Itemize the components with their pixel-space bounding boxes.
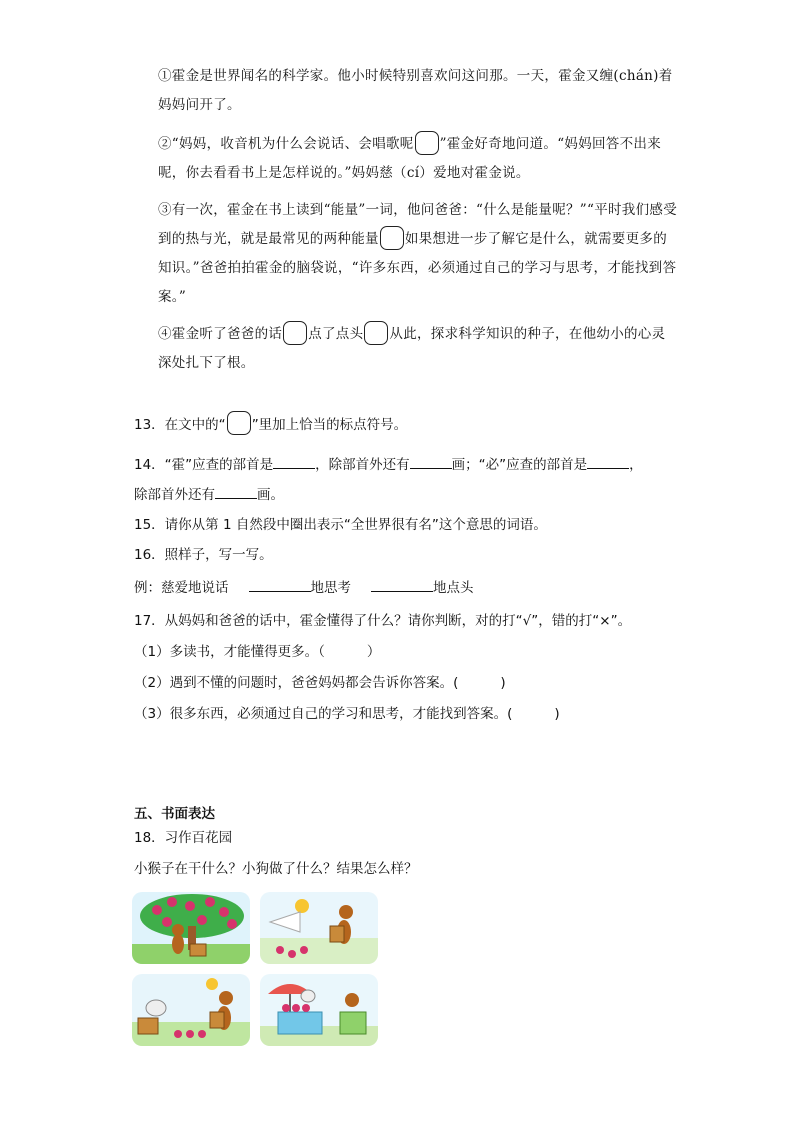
answer-line[interactable] [410, 454, 452, 469]
question-15: 15．请你从第 1 自然段中圈出表示“全世界很有名”这个意思的词语。 [134, 517, 547, 533]
panel-dog-following [132, 974, 250, 1046]
section-5-title: 五、书面表达 [134, 806, 215, 822]
question-17-1: （1）多读书，才能懂得更多。（ ） [134, 644, 381, 660]
question-16: 16．照样子，写一写。 [134, 547, 273, 563]
answer-line[interactable] [371, 577, 433, 592]
punctuation-blank[interactable] [380, 226, 404, 250]
question-14-cont: 除部首外还有 画。 [134, 483, 284, 503]
reading-passage [158, 62, 678, 386]
punctuation-blank-sample [227, 411, 251, 435]
punctuation-blank[interactable] [364, 321, 388, 345]
writing-prompt: 小猴子在干什么？小狗做了什么？结果怎么样？ [134, 861, 418, 877]
question-17-3: （3）很多东西，必须通过自己的学习和思考，才能找到答案。( ) [134, 706, 560, 722]
panel-monkey-walking [260, 892, 378, 964]
punctuation-blank[interactable] [415, 131, 439, 155]
question-17-2: （2）遇到不懂的问题时，爸爸妈妈都会告诉你答案。( ) [134, 675, 506, 691]
answer-line[interactable] [215, 484, 257, 499]
question-13: 13．在文中的“ ”里加上恰当的标点符号。 [134, 413, 407, 437]
answer-line[interactable] [273, 454, 315, 469]
picture-story [132, 892, 380, 1042]
paragraph-4: ④霍金听了爸爸的话 点了点头 从此，探求科学知识的种子，在他幼小的心灵深处扎下了根。 [158, 320, 678, 378]
answer-line[interactable] [587, 454, 629, 469]
punctuation-blank[interactable] [283, 321, 307, 345]
paragraph-2: ②“妈妈，收音机为什么会说话、会唱歌呢 ”霍金好奇地问道。“妈妈回答不出来呢，你去看看书上是怎样说的。”妈妈慈（cí）爱地对霍金说。 [158, 130, 678, 188]
paragraph-3: ③有一次，霍金在书上读到“能量”一词，他问爸爸：“什么是能量呢？”“平时我们感受到的热与光，就是最常见的两种能量 如果想进一步了解它是什么，就需要更多的知识。”爸爸拍拍霍金的脑袋说，“许多东西，必须通过自己的学习与思考，才能找到答案。” [158, 202, 678, 305]
question-18: 18．习作百花园 [134, 830, 233, 846]
question-16-example: 例：慈爱地说话 地思考 地点头 [134, 576, 474, 596]
paragraph-1: ①霍金是世界闻名的科学家。他小时候特别喜欢问这问那。一天，霍金又缠(chán)着妈妈问开了。 [158, 68, 673, 113]
question-14: 14．“霍”应查的部首是 ，除部首外还有 画；“必”应查的部首是 ， [134, 453, 643, 473]
panel-monkey-picking [132, 892, 250, 964]
question-17: 17．从妈妈和爸爸的话中，霍金懂得了什么？请你判断，对的打“√”，错的打“×”。 [134, 613, 632, 629]
panel-result [260, 974, 378, 1046]
answer-line[interactable] [249, 577, 311, 592]
